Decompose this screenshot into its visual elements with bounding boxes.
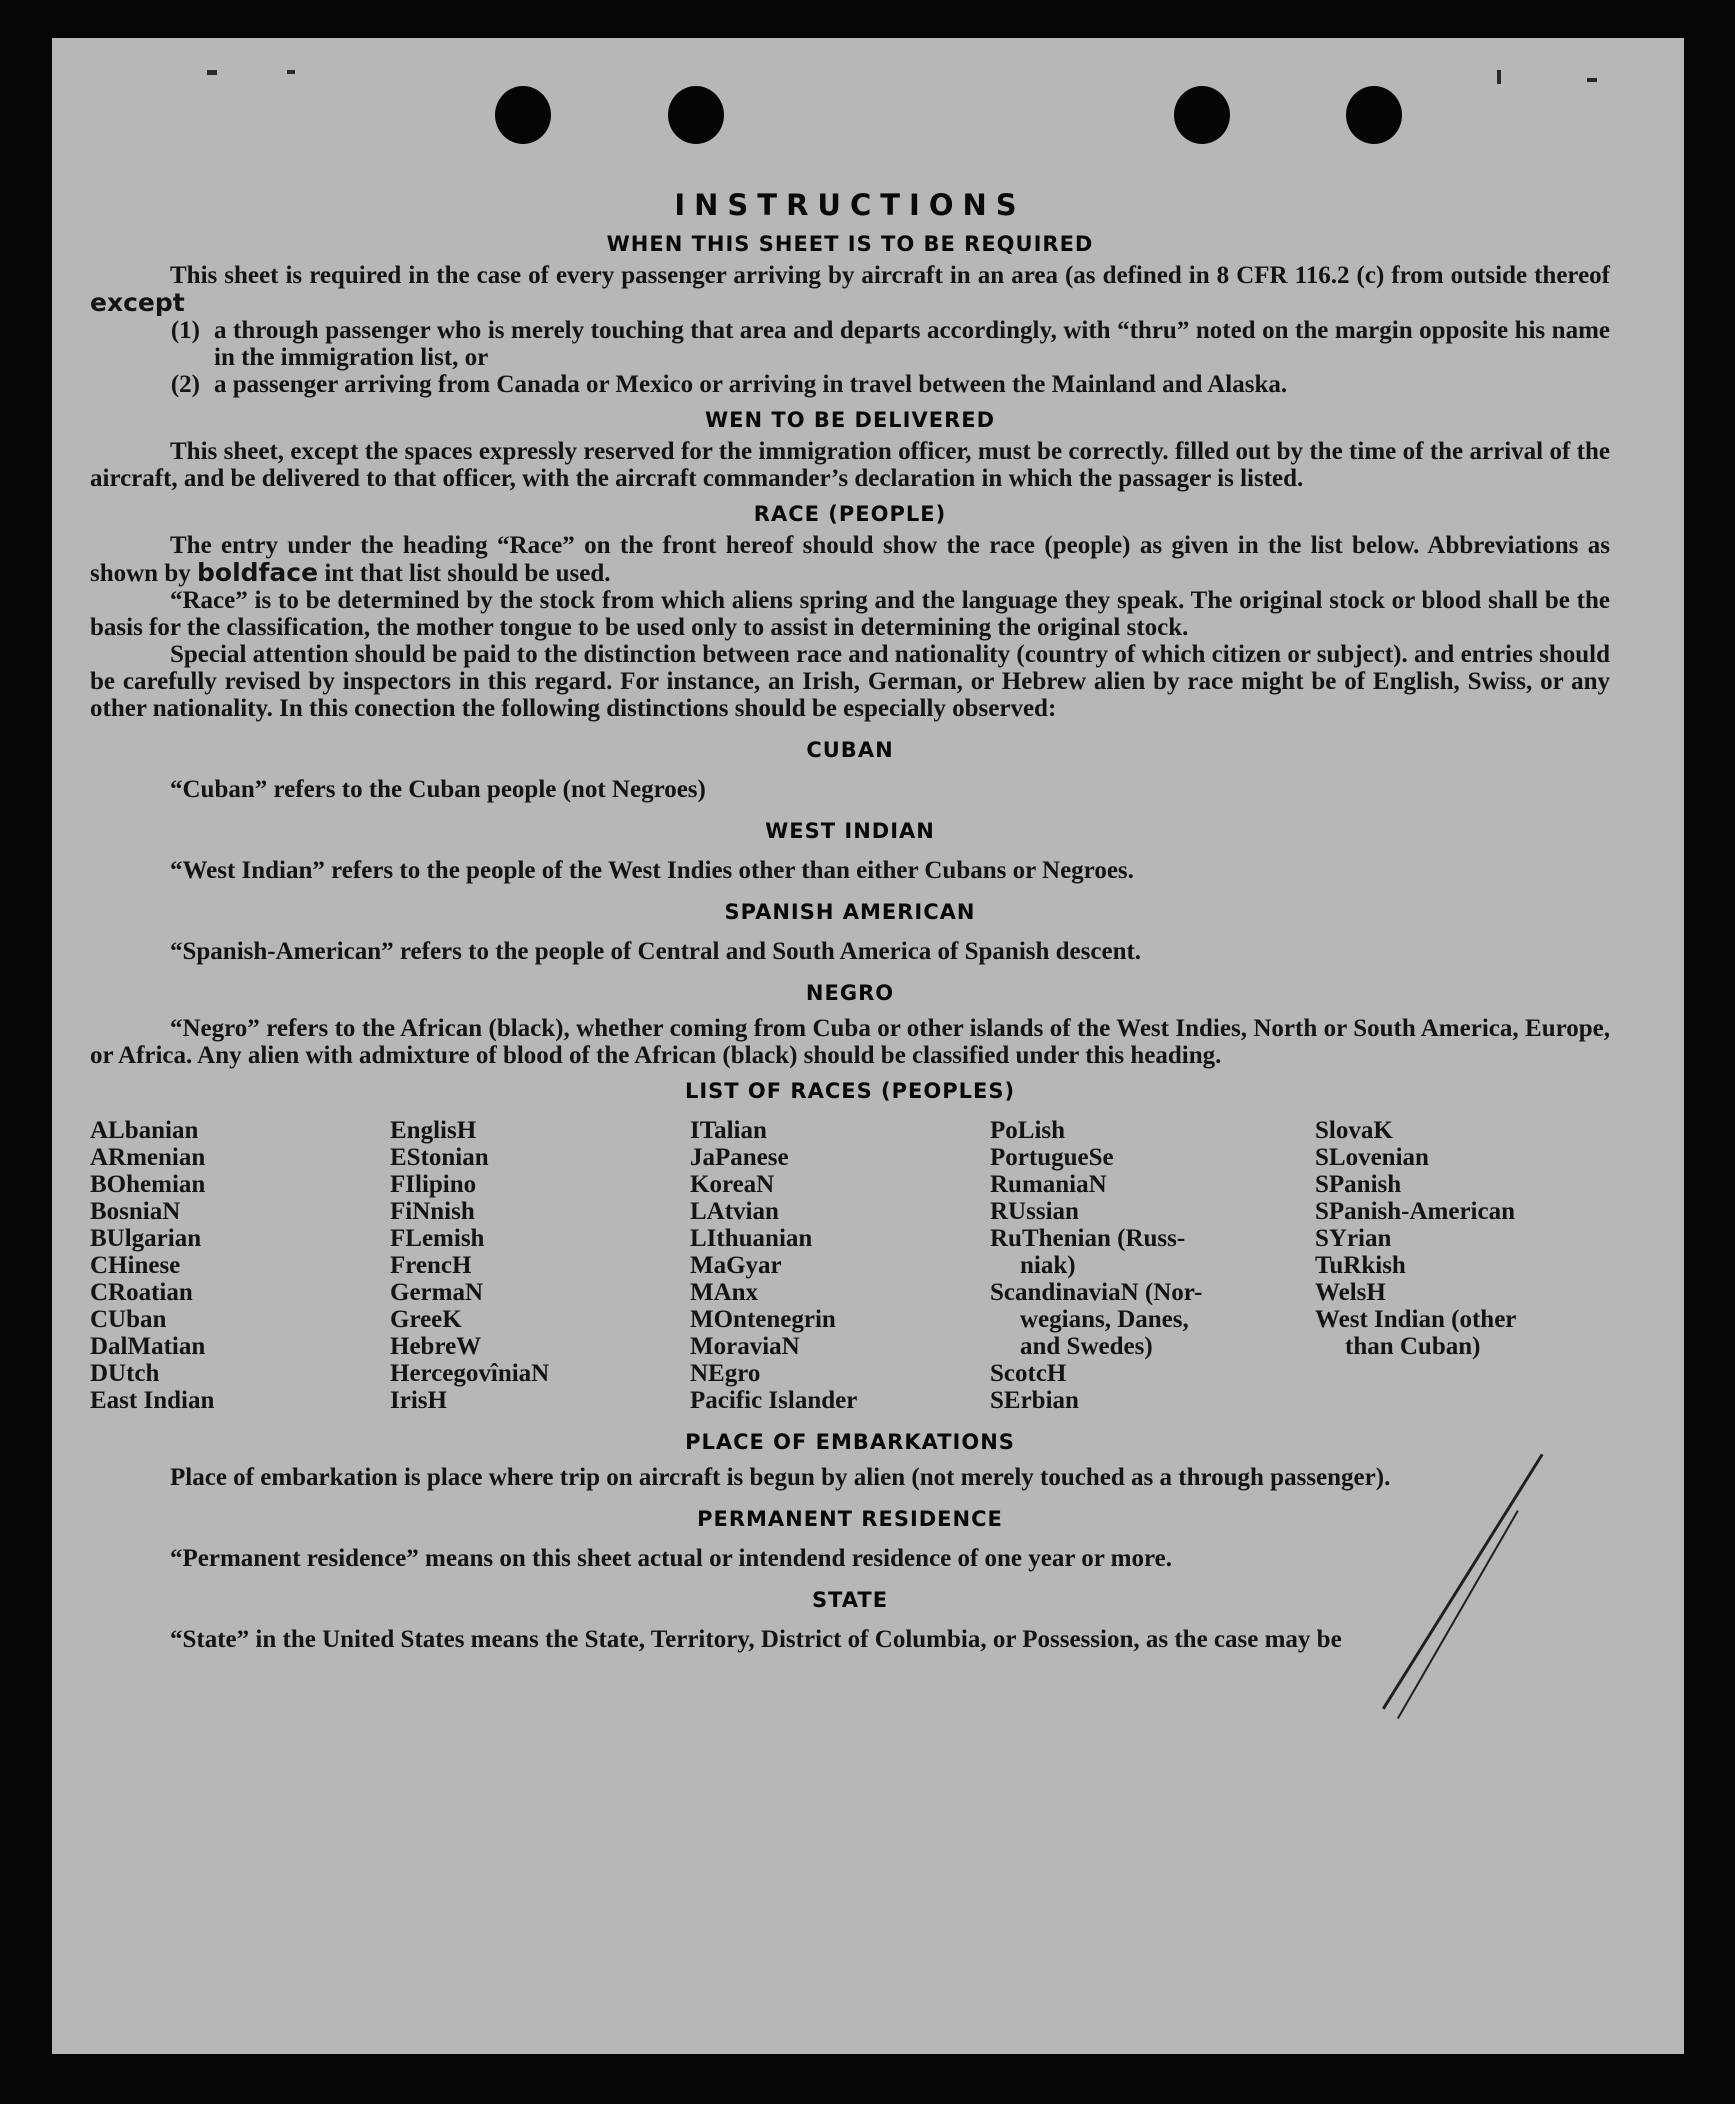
race-p1-text-end: int that list should be used. bbox=[318, 560, 611, 587]
race-entry: PoLish bbox=[990, 1117, 1066, 1144]
list-item bbox=[90, 317, 1610, 371]
required-intro-text: This sheet is required in the case of every passenger arriving by aircraft in an area (as defined in 8 CFR 116.2 (c) from outside thereof bbox=[170, 262, 1610, 289]
race-entry: SPanish bbox=[1315, 1171, 1402, 1198]
race-entry: EStonian bbox=[390, 1144, 489, 1171]
scan-mark bbox=[1587, 78, 1597, 82]
scan-mark bbox=[207, 70, 217, 75]
race-entry: JaPanese bbox=[690, 1144, 789, 1171]
state-text: “State” in the United States means the State, Territory, District of Columbia, or Possession, as the case may be bbox=[170, 1626, 1342, 1653]
section-heading-list-of-races: LIST OF RACES (PEOPLES) bbox=[684, 1079, 1016, 1103]
race-entry: PortugueSe bbox=[990, 1144, 1114, 1171]
race-entry: ARmenian bbox=[90, 1144, 206, 1171]
race-entry: CUban bbox=[90, 1306, 167, 1333]
race-p1-text: The entry under the heading “Race” on the front hereof should show the race (people) as given in the list below. Abbreviations as shown by bbox=[90, 532, 1610, 587]
race-entry: MAnx bbox=[690, 1279, 759, 1306]
race-entry: IrisH bbox=[390, 1387, 447, 1414]
race-entry: East Indian bbox=[90, 1387, 215, 1414]
race-entry: than Cuban) bbox=[1345, 1333, 1481, 1360]
race-entry: West Indian (other bbox=[1315, 1306, 1517, 1333]
section-heading-residence: PERMANENT RESIDENCE bbox=[697, 1507, 1003, 1531]
west-indian-text: “West Indian” refers to the people of the West Indies other than either Cubans or Negroes. bbox=[170, 857, 1134, 884]
section-heading-embarkation: PLACE OF EMBARKATIONS bbox=[685, 1430, 1015, 1454]
race-entry: niak) bbox=[1020, 1252, 1076, 1279]
race-entry: RUssian bbox=[990, 1198, 1079, 1225]
bleed-through-text bbox=[972, 110, 976, 128]
embarkation-text: Place of embarkation is place where trip on aircraft is begun by alien (not merely touched as a through passenger). bbox=[170, 1464, 1391, 1491]
race-entry: HebreW bbox=[390, 1333, 482, 1360]
required-intro-except: except bbox=[90, 288, 185, 317]
race-entry: SlovaK bbox=[1315, 1117, 1393, 1144]
race-entry: SLovenian bbox=[1315, 1144, 1429, 1171]
race-entry: HercegovîniaN bbox=[390, 1360, 550, 1387]
race-entry: GreeK bbox=[390, 1306, 462, 1333]
list-item-number: (2) bbox=[170, 371, 200, 398]
race-entry: MoraviaN bbox=[690, 1333, 800, 1360]
punch-hole-3 bbox=[1174, 86, 1230, 144]
race-list bbox=[90, 1117, 1610, 1414]
race-entry: SErbian bbox=[990, 1387, 1079, 1414]
race-entry: LIthuanian bbox=[690, 1225, 813, 1252]
race-column bbox=[990, 1117, 1315, 1414]
race-entry: DUtch bbox=[90, 1360, 160, 1387]
race-entry: FiNnish bbox=[390, 1198, 475, 1225]
race-entry: FLemish bbox=[390, 1225, 485, 1252]
section-heading-negro: NEGRO bbox=[805, 981, 895, 1005]
race-column bbox=[1315, 1117, 1625, 1414]
race-column bbox=[90, 1117, 390, 1414]
race-entry: BosniaN bbox=[90, 1198, 181, 1225]
race-entry: BUlgarian bbox=[90, 1225, 202, 1252]
cuban-text: “Cuban” refers to the Cuban people (not Negroes) bbox=[170, 776, 706, 803]
race-entry: WelsH bbox=[1315, 1279, 1386, 1306]
document-sheet bbox=[52, 38, 1684, 2054]
list-item-text: a passenger arriving from Canada or Mexico or arriving in travel between the Mainland and Alaska. bbox=[214, 371, 1288, 398]
punch-hole-2 bbox=[668, 86, 724, 144]
race-entry: LAtvian bbox=[690, 1198, 779, 1225]
page-title: INSTRUCTIONS bbox=[674, 188, 1026, 222]
race-entry: ALbanian bbox=[90, 1117, 199, 1144]
race-entry: SYrian bbox=[1315, 1225, 1392, 1252]
race-entry: MOntenegrin bbox=[690, 1306, 836, 1333]
race-entry: Pacific Islander bbox=[690, 1387, 858, 1414]
race-entry: KoreaN bbox=[690, 1171, 775, 1198]
section-heading-west-indian: WEST INDIAN bbox=[765, 819, 935, 843]
race-entry: GermaN bbox=[390, 1279, 484, 1306]
race-column bbox=[390, 1117, 690, 1414]
delivered-text: This sheet, except the spaces expressly reserved for the immigration officer, must be correctly. filled out by the time of the arrival of the aircraft, and be delivered to that officer, with the aircraft commander’s declaration in which the passager is listed. bbox=[90, 438, 1610, 492]
race-entry: and Swedes) bbox=[1020, 1333, 1153, 1360]
race-entry: CHinese bbox=[90, 1252, 181, 1279]
race-entry: MaGyar bbox=[690, 1252, 782, 1279]
race-entry: EnglisH bbox=[390, 1117, 477, 1144]
race-entry: CRoatian bbox=[90, 1279, 193, 1306]
list-item-number: (1) bbox=[170, 317, 200, 344]
race-entry: RumaniaN bbox=[990, 1171, 1107, 1198]
list-item bbox=[90, 371, 1610, 398]
race-entry: TuRkish bbox=[1315, 1252, 1406, 1279]
section-heading-required: WHEN THIS SHEET IS TO BE REQUIRED bbox=[606, 232, 1094, 256]
race-entry: FIlipino bbox=[390, 1171, 477, 1198]
race-paragraph-1 bbox=[90, 532, 1610, 587]
negro-text: “Negro” refers to the African (black), whether coming from Cuba or other islands of the West Indies, North or South America, Europe, or Africa. Any alien with admixture of blood of the African (black) should be classified under this heading. bbox=[90, 1015, 1610, 1069]
section-heading-delivered: WEN TO BE DELIVERED bbox=[704, 408, 996, 432]
scan-mark bbox=[1497, 70, 1501, 84]
list-item-text: a through passenger who is merely touching that area and departs accordingly, with “thru” noted on the margin opposite his name in the immigration list, or bbox=[214, 317, 1610, 371]
race-paragraph-2: “Race” is to be determined by the stock from which aliens spring and the language they speak. The original stock or blood shall be the basis for the classification, the mother tongue to be used only to assist in determining the original stock. bbox=[90, 587, 1610, 641]
race-p1-boldface: boldface bbox=[197, 558, 319, 587]
punch-hole-1 bbox=[495, 86, 551, 144]
race-entry: DalMatian bbox=[90, 1333, 206, 1360]
punch-hole-4 bbox=[1346, 86, 1402, 144]
race-entry: wegians, Danes, bbox=[1020, 1306, 1189, 1333]
residence-text: “Permanent residence” means on this sheet actual or intendend residence of one year or more. bbox=[170, 1545, 1172, 1572]
race-entry: ITalian bbox=[690, 1117, 767, 1144]
instructions-content bbox=[90, 188, 1610, 1653]
section-heading-race: RACE (PEOPLE) bbox=[753, 502, 947, 526]
race-paragraph-3: Special attention should be paid to the distinction between race and nationality (country of which citizen or subject). and entries should be carefully revised by inspectors in this regard. For instance, an Irish, German, or Hebrew alien by race might be of English, Swiss, or any other nationality. In this conection the following distinctions should be especially observed: bbox=[90, 641, 1610, 722]
required-intro bbox=[90, 262, 1610, 317]
race-entry: ScandinaviaN (Nor- bbox=[990, 1279, 1203, 1306]
section-heading-state: STATE bbox=[811, 1588, 889, 1612]
scan-mark bbox=[287, 70, 295, 74]
section-heading-spanish-american: SPANISH AMERICAN bbox=[724, 900, 976, 924]
section-heading-cuban: CUBAN bbox=[806, 738, 894, 762]
race-entry: BOhemian bbox=[90, 1171, 206, 1198]
race-entry: RuThenian (Russ- bbox=[990, 1225, 1186, 1252]
race-entry: FrencH bbox=[390, 1252, 472, 1279]
race-entry: NEgro bbox=[690, 1360, 761, 1387]
race-column bbox=[690, 1117, 990, 1414]
race-entry: ScotcH bbox=[990, 1360, 1067, 1387]
spanish-american-text: “Spanish-American” refers to the people of Central and South America of Spanish descent. bbox=[170, 938, 1142, 965]
race-entry: SPanish-American bbox=[1315, 1198, 1515, 1225]
